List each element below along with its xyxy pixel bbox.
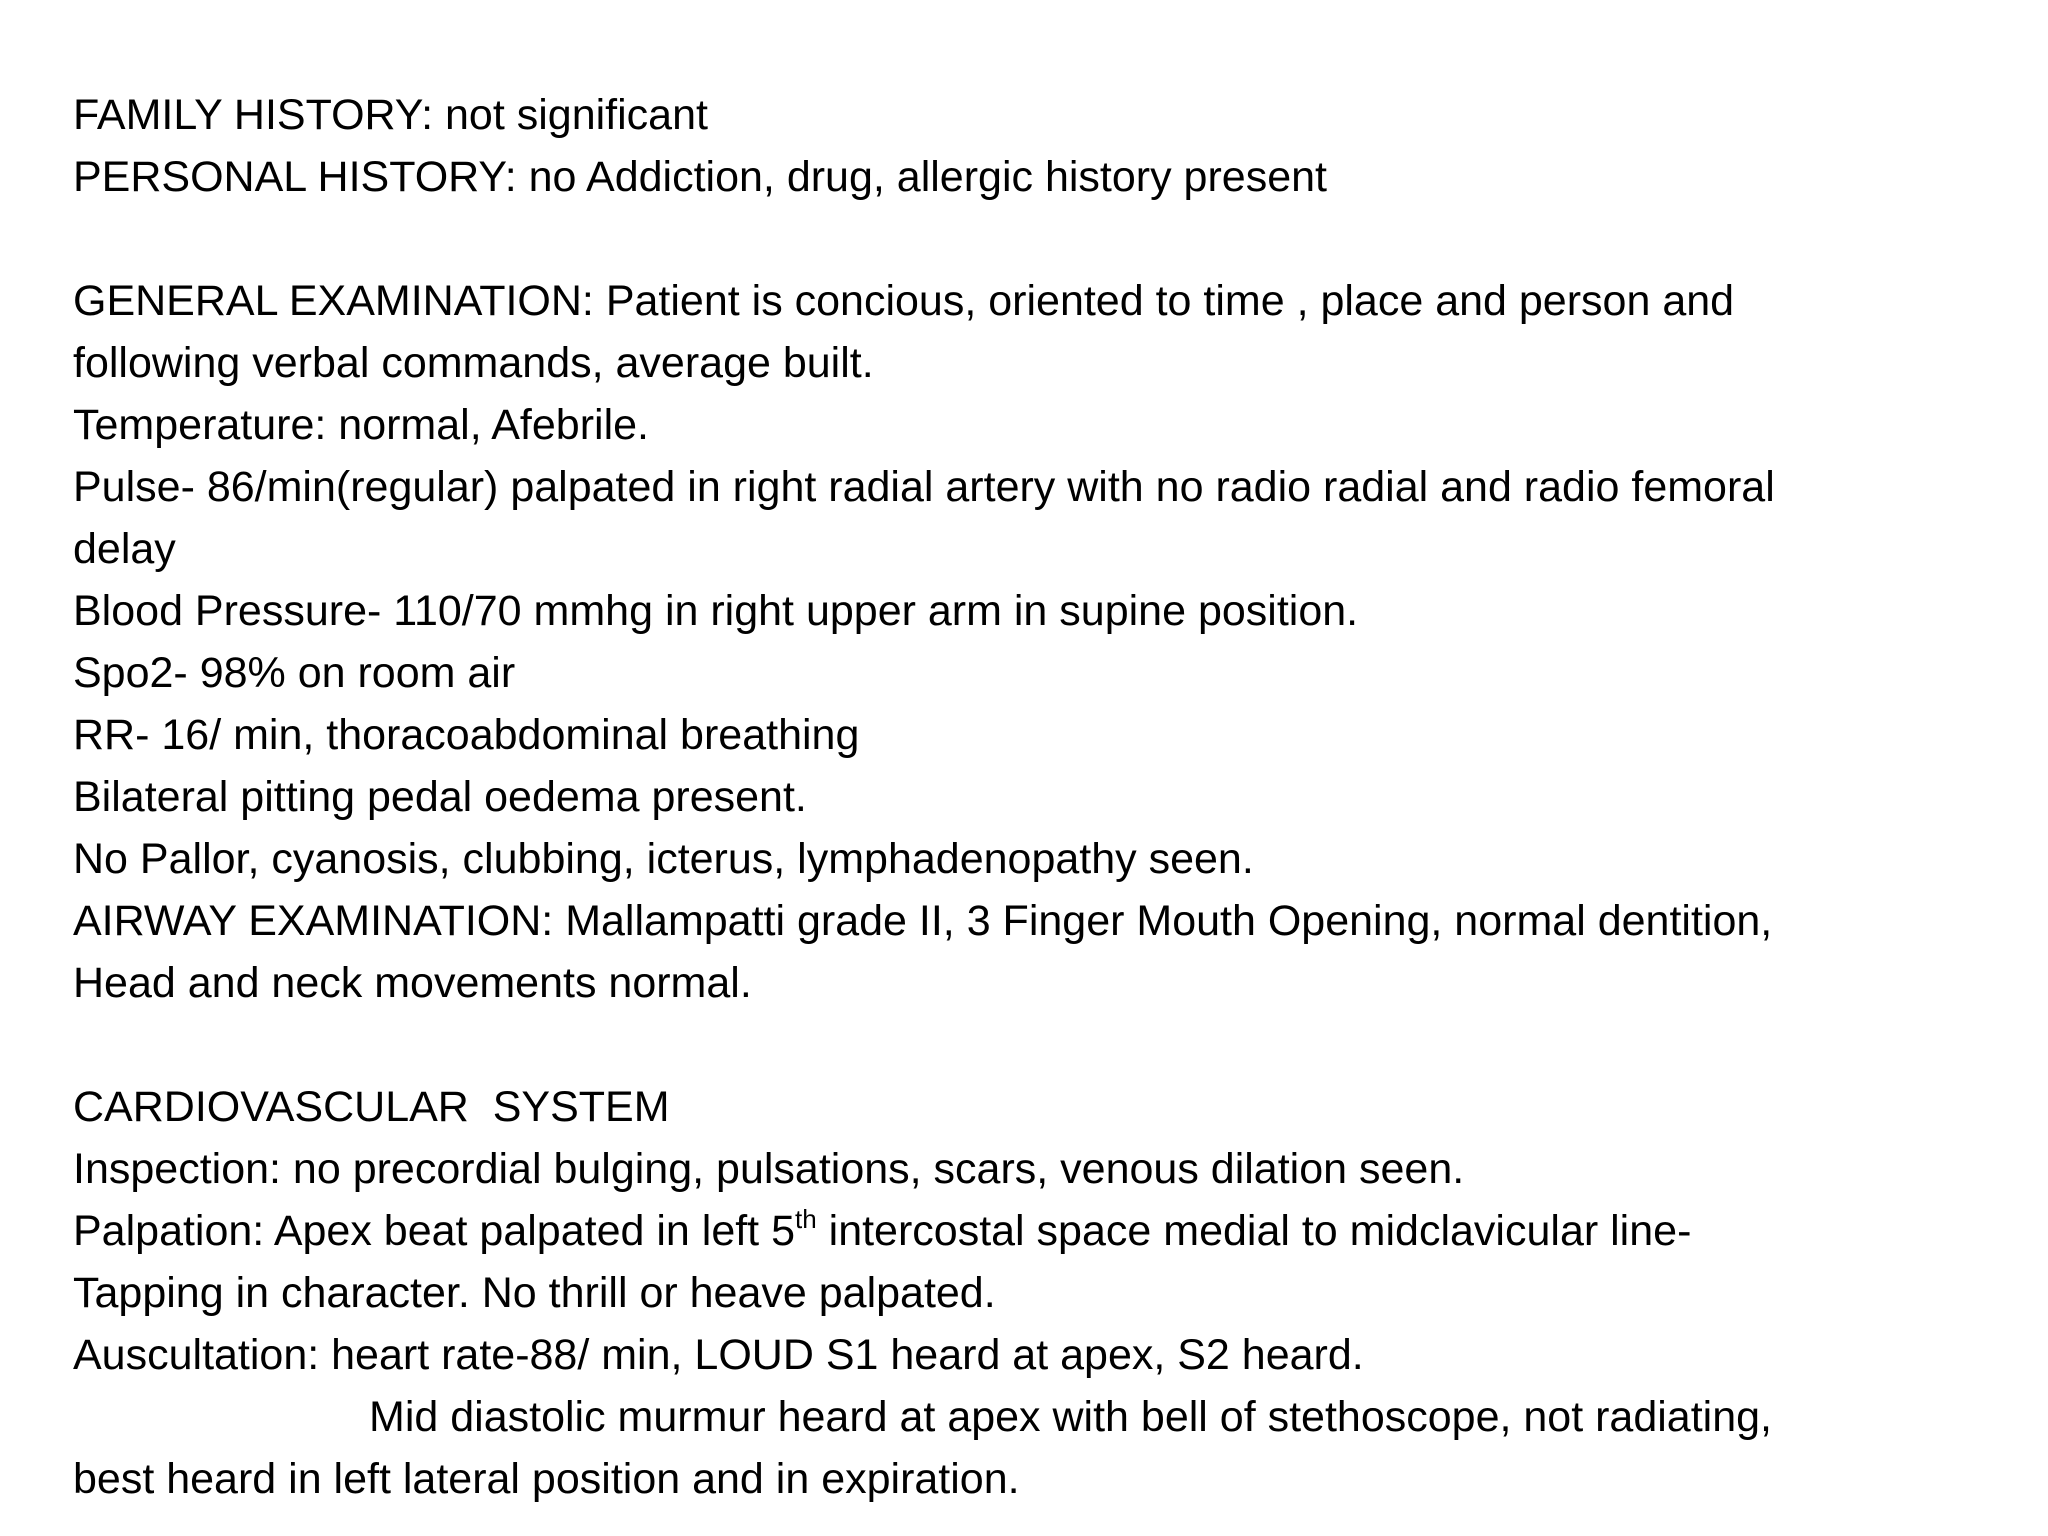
palpation-line-1 xyxy=(73,1200,2013,1262)
pulse-line-2: delay xyxy=(73,525,176,573)
blood-pressure-line: Blood Pressure- 110/70 mmhg in right upper arm in supine position. xyxy=(73,587,1359,635)
general-exam-line-1: GENERAL EXAMINATION: Patient is concious, oriented to time , place and person and xyxy=(73,277,1735,325)
blank-line xyxy=(73,1014,2013,1076)
auscultation-line-2: Mid diastolic murmur heard at apex with bell of stethoscope, not radiating, xyxy=(369,1393,1773,1441)
family-history-line: FAMILY HISTORY: not significant xyxy=(73,91,708,139)
ordinal-suffix: th xyxy=(795,1203,817,1234)
auscultation-line-3: best heard in left lateral position and in expiration. xyxy=(73,1455,1020,1503)
general-exam-line-2: following verbal commands, average built. xyxy=(73,339,874,387)
clinical-notes xyxy=(73,84,2013,1510)
palpation-text-pre: Palpation: Apex beat palpated in left 5 xyxy=(73,1207,795,1255)
blank-line xyxy=(73,208,2013,270)
personal-history-line: PERSONAL HISTORY: no Addiction, drug, allergic history present xyxy=(73,153,1327,201)
cvs-heading: CARDIOVASCULAR SYSTEM xyxy=(73,1083,670,1131)
airway-exam-line-2: Head and neck movements normal. xyxy=(73,959,752,1007)
inspection-line: Inspection: no precordial bulging, pulsations, scars, venous dilation seen. xyxy=(73,1145,1465,1193)
palpation-text-post: intercostal space medial to midclavicular line- xyxy=(816,1207,1692,1255)
no-pallor-line: No Pallor, cyanosis, clubbing, icterus, lymphadenopathy seen. xyxy=(73,835,1254,883)
pedal-oedema-line: Bilateral pitting pedal oedema present. xyxy=(73,773,807,821)
spo2-line: Spo2- 98% on room air xyxy=(73,649,516,697)
palpation-line-2: Tapping in character. No thrill or heave palpated. xyxy=(73,1269,996,1317)
auscultation-line-1: Auscultation: heart rate-88/ min, LOUD S1 heard at apex, S2 heard. xyxy=(73,1331,1364,1379)
pulse-line-1: Pulse- 86/min(regular) palpated in right radial artery with no radio radial and radio femoral xyxy=(73,463,1775,511)
respiratory-rate-line: RR- 16/ min, thoracoabdominal breathing xyxy=(73,711,860,759)
temperature-line: Temperature: normal, Afebrile. xyxy=(73,401,649,449)
airway-exam-line-1: AIRWAY EXAMINATION: Mallampatti grade II, 3 Finger Mouth Opening, normal dentition, xyxy=(73,897,1773,945)
